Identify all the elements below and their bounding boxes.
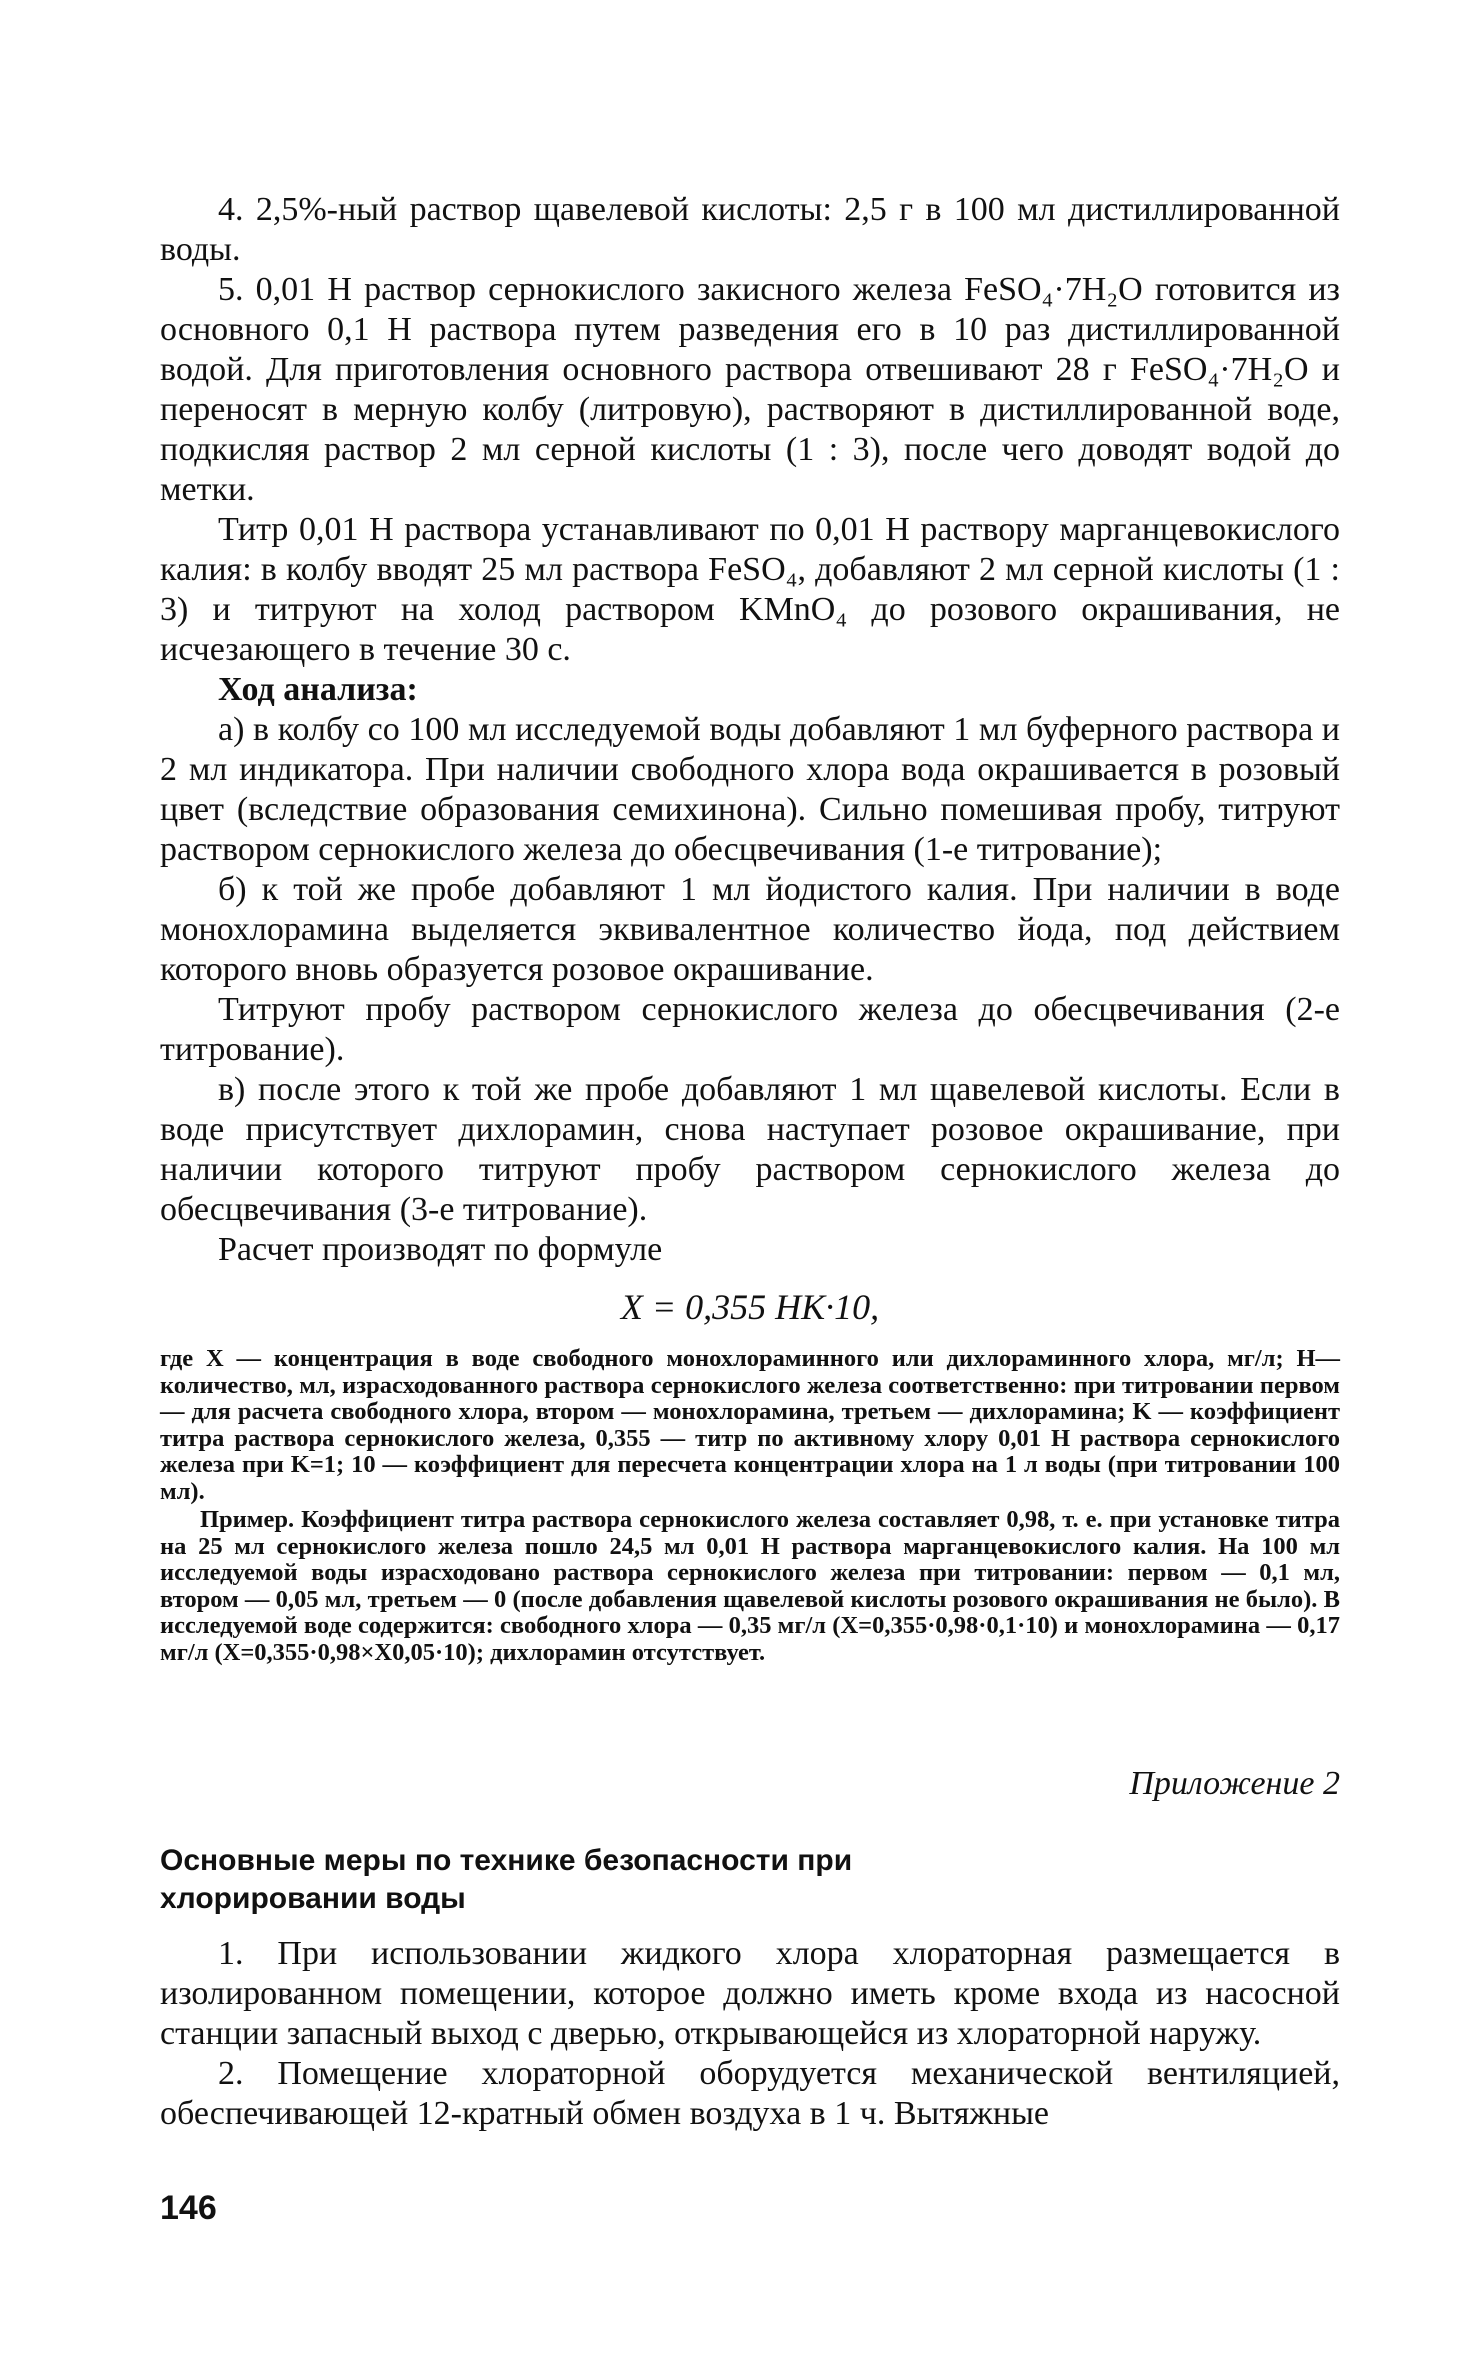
- formula: X = 0,355 HK·10,: [620, 1287, 880, 1327]
- analysis-step-c: в) после этого к той же пробе добавляют 1 мл щавелевой кислоты. Если в воде присутствует дихлорамин, снова наступает розовое окрашивание, при наличии которого титруют пробу раствором сернокислого железа до обесцвечивания (3-е титрование).: [160, 1071, 1340, 1228]
- calculation-intro: Расчет производят по формуле: [218, 1231, 663, 1268]
- page-number: 146: [160, 2189, 217, 2227]
- example-note: Пример. Коэффициент титра раствора сернокислого железа составляет 0,98, т. е. при установке титра на 25 мл сернокислого железа пошло 24,5 мл 0,01 Н раствора марганцевокислого калия. На 100 мл исследуемой воды израсходовано раствора сернокислого железа при титровании: первом — 0,1 мл, втором — 0,05 мл, третьем — 0 (после добавления щавелевой кислоты розового окрашивания не было). В исследуемой воде содержится: свободного хлора — 0,35 мг/л (X=0,355·0,98·0,1·10) и монохлорамина — 0,17 мг/л (X=0,355·0,98×X0,05·10); дихлорамин отсутствует.: [160, 1506, 1340, 1666]
- safety-item-2: 2. Помещение хлораторной оборудуется механической вентиляцией, обеспечивающей 12-кратный обмен воздуха в 1 ч. Вытяжные: [160, 2055, 1340, 2132]
- paragraph-ferrous-sulfate: 5. 0,01 Н раствор сернокислого закисного железа FeSO₄·7H₂O готовится из основного 0,1 Н раствора путем разведения его в 10 раз дистиллированной водой. Для приготовления основного раствора отвешивают 28 г FeSO₄·7H₂O и переносят в мерную колбу (литровую), растворяют в дистиллированной воде, подкисляя раствор 2 мл серной кислоты (1 : 3), после чего доводят водой до метки.: [160, 271, 1340, 508]
- appendix-label: Приложение 2: [1129, 1765, 1340, 1802]
- analysis-step-b-continued: Титруют пробу раствором сернокислого железа до обесцвечивания (2-е титрование).: [160, 991, 1340, 1068]
- analysis-heading: Ход анализа:: [218, 671, 418, 708]
- safety-item-1: 1. При использовании жидкого хлора хлораторная размещается в изолированном помещении, которое должно иметь кроме входа из насосной станции запасный выход с дверью, открывающейся из хлораторной наружу.: [160, 1935, 1340, 2052]
- page-content: [160, 190, 1340, 2134]
- paragraph-titer: Титр 0,01 Н раствора устанавливают по 0,01 Н раствору марганцевокислого калия: в колбу вводят 25 мл раствора FeSO₄, добавляют 2 мл серной кислоты (1 : 3) и титруют на холод раствором KMnO₄ до розового окрашивания, не исчезающего в течение 30 с.: [160, 511, 1340, 668]
- analysis-step-a: а) в колбу со 100 мл исследуемой воды добавляют 1 мл буферного раствора и 2 мл индикатора. При наличии свободного хлора вода окрашивается в розовый цвет (вследствие образования семихинона). Сильно помешивая пробу, титруют раствором сернокислого железа до обесцвечивания (1-е титрование);: [160, 711, 1340, 868]
- formula-explanation: где X — концентрация в воде свободного монохлораминного или дихлораминного хлора, мг/л; H—количество, мл, израсходованного раствора сернокислого железа соответственно: при титровании первом — для расчета свободного хлора, втором — монохлорамина, третьем — дихлорамина; K — коэффициент титра раствора сернокислого железа, 0,355 — титр по активному хлору 0,01 Н раствора сернокислого железа при K=1; 10 — коэффициент для пересчета концентрации хлора на 1 л воды (при титровании 100 мл).: [160, 1345, 1340, 1505]
- section-title: Основные меры по технике безопасности при хлорировании воды: [160, 1844, 853, 1915]
- paragraph-oxalic-acid: 4. 2,5%-ный раствор щавелевой кислоты: 2,5 г в 100 мл дистиллированной воды.: [160, 191, 1340, 268]
- analysis-step-b: б) к той же пробе добавляют 1 мл йодистого калия. При наличии в воде монохлорамина выделяется эквивалентное количество йода, под действием которого вновь образуется розовое окрашивание.: [160, 871, 1340, 988]
